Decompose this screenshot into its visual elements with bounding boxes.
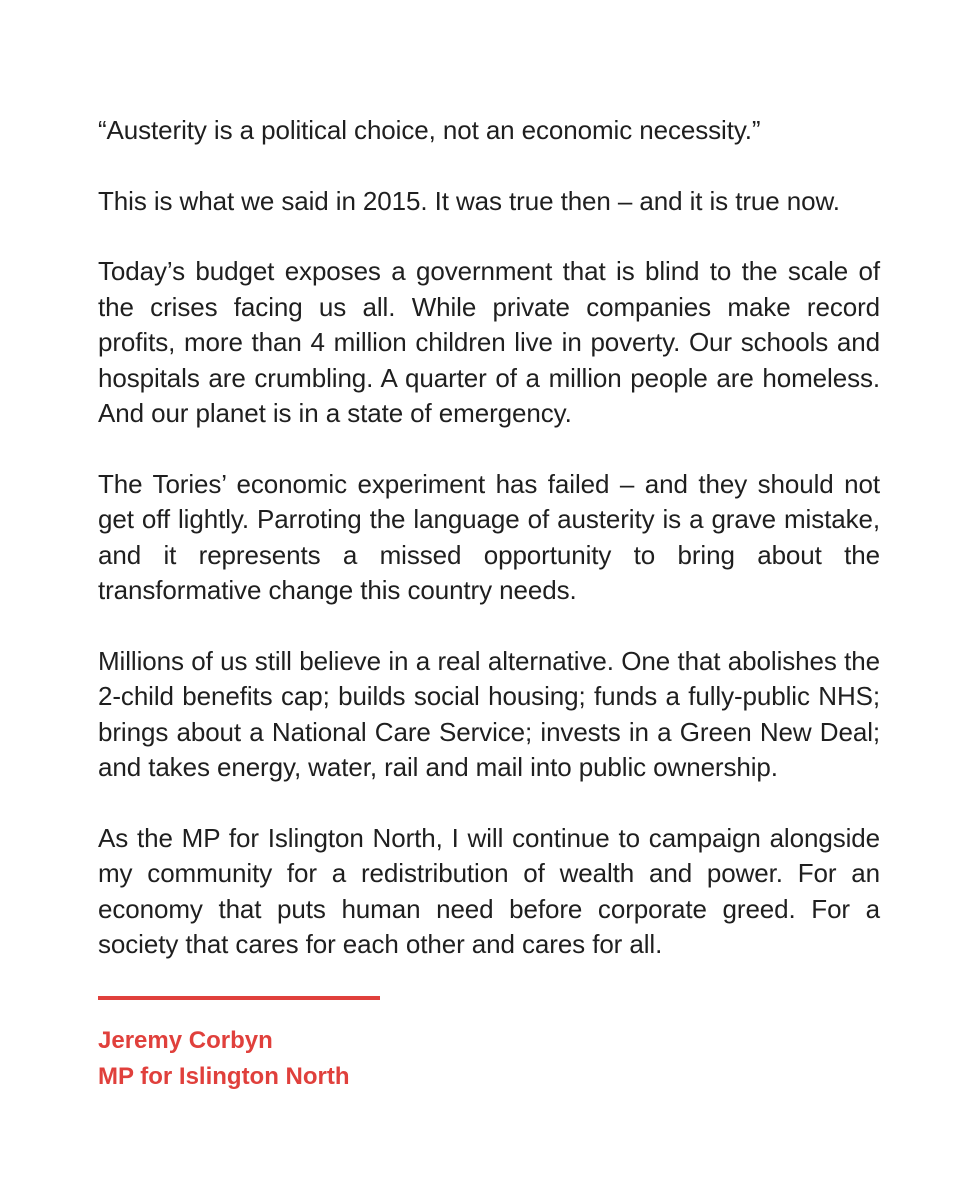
- statement-paragraph: This is what we said in 2015. It was true then – and it is true now.: [98, 185, 840, 216]
- signature-block: [98, 1023, 350, 1095]
- statement-paragraph: “Austerity is a political choice, not an economic necessity.”: [98, 115, 761, 145]
- signature-name: Jeremy Corbyn: [98, 1027, 273, 1054]
- statement-body: [98, 113, 880, 963]
- statement-paragraph: Millions of us still believe in a real alternative. One that abolishes the 2-child benefits cap; builds social housing; funds a fully-public NHS; brings about a National Care Service; invests in a Green New Deal; and takes energy, water, rail and mail into public ownership.: [98, 645, 880, 782]
- statement-paragraph: As the MP for Islington North, I will continue to campaign alongside my community for a redistribution of wealth and power. For an economy that puts human need before corporate greed. For a society that cares for each other and cares for all.: [98, 822, 880, 959]
- statement-paragraph: Today’s budget exposes a government that is blind to the scale of the crises facing us all. While private companies make record profits, more than 4 million children live in poverty. Our schools and hospitals are crumbling. A quarter of a million people are homeless. And our planet is in a state of emergency.: [98, 256, 880, 428]
- signature-title: MP for Islington North: [98, 1063, 350, 1090]
- signature-divider: [98, 996, 380, 1000]
- statement-paragraph: The Tories’ economic experiment has failed – and they should not get off lightly. Parroting the language of austerity is a grave mistake, and it represents a missed opportunity to bring about the transformative change this country needs.: [98, 468, 880, 605]
